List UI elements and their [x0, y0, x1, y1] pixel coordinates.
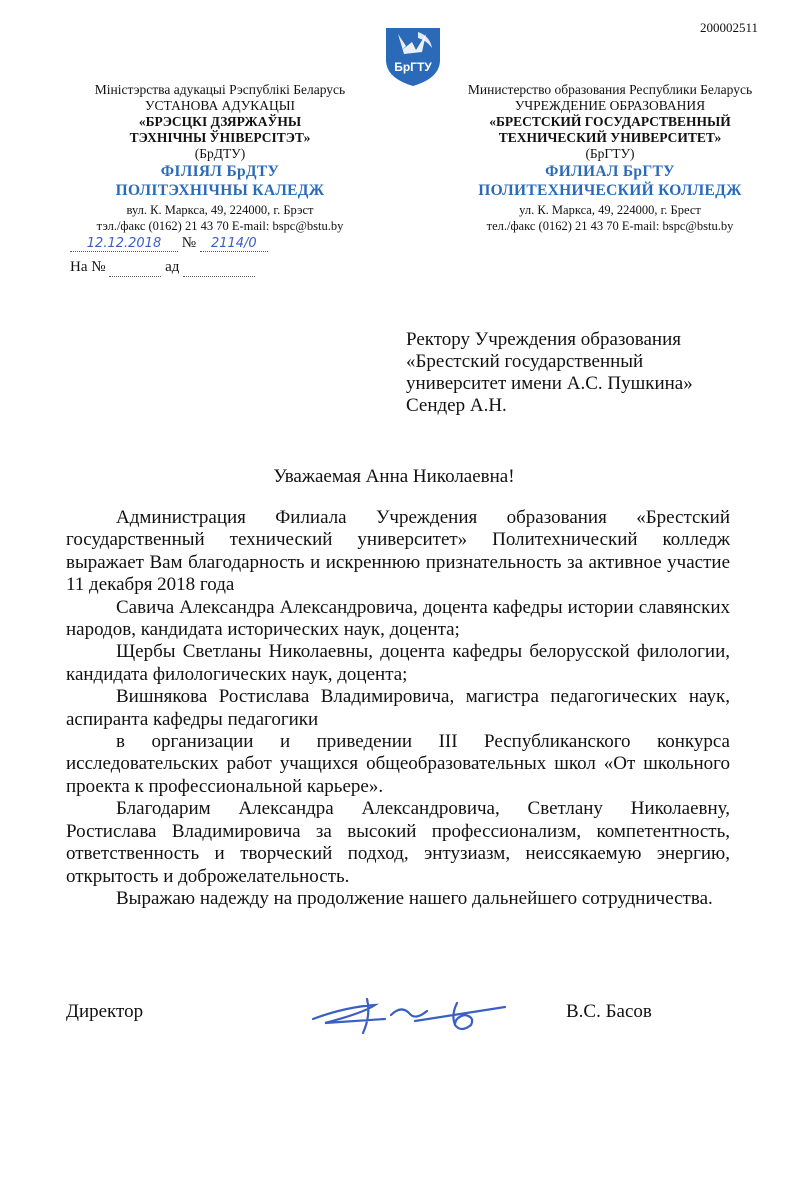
paragraph: Администрация Филиала Учреждения образования «Брестский государственный технический университет» Политехнический колледж выражает Вам благодарность и искреннюю признательность за активное участие 11 декабря 2018 года [66, 507, 730, 596]
contacts: тел./факс (0162) 21 43 70 E-mail: bspc@bstu.by [486, 219, 734, 233]
university-logo [382, 26, 444, 88]
institution-name-2: ТЕХНИЧЕСКИЙ УНИВЕРСИТЕТ» [498, 130, 722, 145]
paragraph: Савича Александра Александровича, доцента кафедры истории славянских народов, кандидата исторических наук, доцента; [66, 596, 730, 641]
institution-abbr: (БрДТУ) [194, 146, 246, 161]
ministry-line: Міністэрства адукацыі Рэспублікі Беларусь [94, 82, 346, 97]
institution-type: УЧРЕЖДЕНИЕ ОБРАЗОВАНИЯ [514, 98, 706, 113]
header-right [440, 82, 780, 234]
institution-type: УСТАНОВА АДУКАЦЫІ [144, 98, 296, 113]
college-name: ПОЛІТЭХНІЧНЫ КАЛЕДЖ [115, 182, 325, 199]
contacts: тэл./факс (0162) 21 43 70 E-mail: bspc@bstu.by [96, 219, 344, 233]
reference-line [70, 259, 255, 277]
signatory-title: Директор [66, 1001, 144, 1022]
addressee-line: «Брестский государственный [406, 351, 644, 372]
handwritten-signature [305, 985, 535, 1045]
ministry-line: Министерство образования Республики Беларусь [467, 82, 753, 97]
addressee-line: университет имени А.С. Пушкина» [406, 373, 693, 394]
institution-name-1: «БРЕСТСКИЙ ГОСУДАРСТВЕННЫЙ [489, 114, 731, 129]
number-label: № [181, 235, 197, 251]
addressee-block [406, 329, 693, 417]
document-number: 200002511 [699, 20, 758, 35]
header-left [55, 82, 385, 234]
signatory-name: В.С. Басов [566, 1001, 652, 1022]
paragraph: Щербы Светланы Николаевны, доцента кафедры белорусской филологии, кандидата филологических наук, доцента; [66, 641, 730, 685]
paragraph: в организации и приведении III Республиканского конкурса исследовательских работ учащихся общеобразовательных школ «От школьного проекта к профессиональной карьере». [66, 731, 730, 797]
greeting: Уважаемая Анна Николаевна! [273, 466, 515, 487]
registration-line [70, 235, 268, 252]
branch-name: ФИЛИАЛ БрГТУ [545, 163, 675, 180]
reference-from-label: ад [165, 259, 180, 275]
college-name: ПОЛИТЕХНИЧЕСКИЙ КОЛЛЕДЖ [478, 182, 742, 199]
address: вул. К. Маркса, 49, 224000, г. Брэст [126, 203, 314, 217]
address: ул. К. Маркса, 49, 224000, г. Брест [519, 203, 701, 217]
logo-text: БрГТУ [394, 60, 432, 74]
institution-abbr: (БрГТУ) [585, 146, 635, 161]
paragraph: Выражаю надежду на продолжение нашего дальнейшего сотрудничества. [116, 887, 713, 909]
registration-number: 2114/0 [200, 236, 268, 252]
letter-body [66, 507, 730, 910]
addressee-name: Сендер А.Н. [406, 395, 507, 416]
institution-name-1: «БРЭСЦКІ ДЗЯРЖАЎНЫ [138, 114, 302, 129]
branch-name: ФІЛІЯЛ БрДТУ [160, 163, 280, 180]
paragraph: Благодарим Александра Александровича, Светлану Николаевну, Ростислава Владимировича за высокий профессионализм, компетентность, ответственность и творческий подход, энтузиазм, неиссякаемую энергию, открытость и доброжелательность. [66, 798, 730, 887]
addressee-line: Ректору Учреждения образования [406, 329, 681, 350]
institution-name-2: ТЭХНІЧНЫ ЎНІВЕРСІТЭТ» [129, 130, 311, 145]
reference-label: На № [70, 259, 106, 275]
registration-date: 12.12.2018 [70, 236, 178, 252]
paragraph: Вишнякова Ростислава Владимировича, магистра педагогических наук, аспиранта кафедры педагогики [66, 686, 730, 730]
